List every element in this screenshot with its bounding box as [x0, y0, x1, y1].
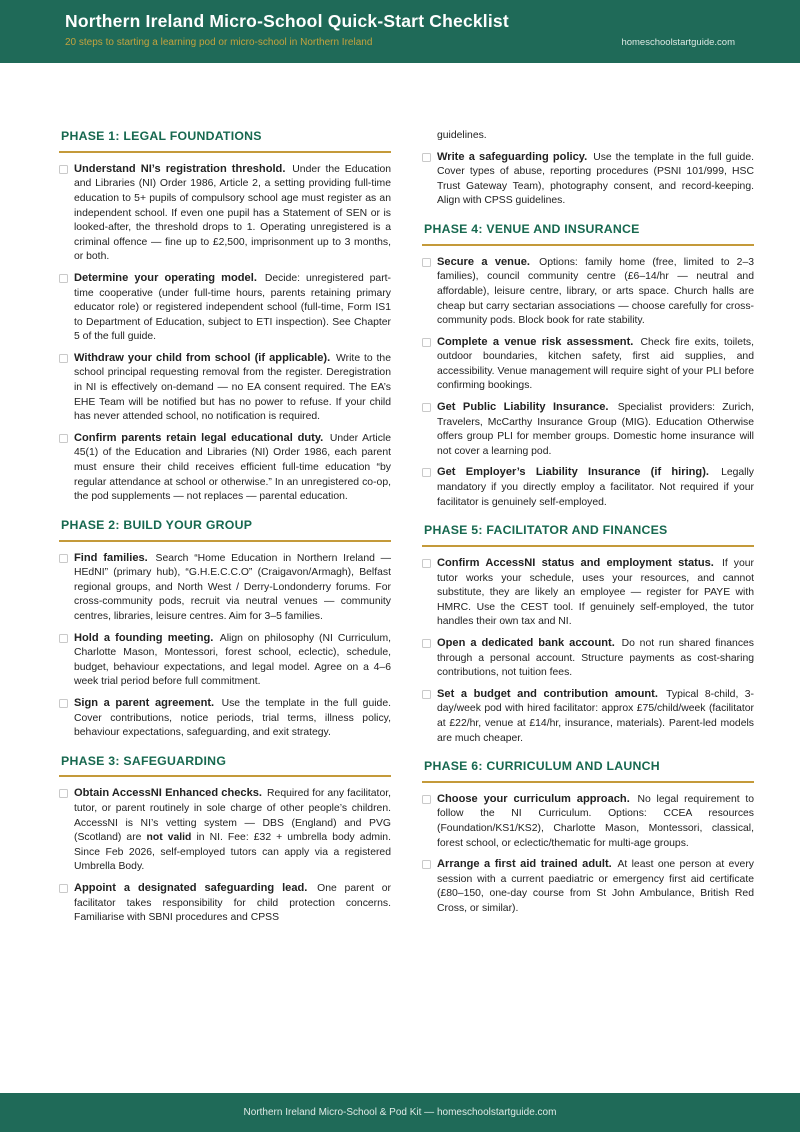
- phase-title: PHASE 1: LEGAL FOUNDATIONS: [61, 129, 262, 143]
- checkbox-icon[interactable]: [422, 860, 431, 869]
- checklist-item: [422, 636, 754, 681]
- item-text: guidelines.: [437, 130, 487, 141]
- column-right: [422, 129, 754, 1093]
- checkbox-icon[interactable]: [422, 690, 431, 699]
- item-text: Understand NI’s registration threshold. Under the Education and Libraries (NI) Order 1986, Article 2, a setting providing full-time education to 5+ pupils of compulsory school age must register as an independent school. If even one pupil has a Statement of SEN or is looked-after, the threshold drops to 1. Operating unregistered is a criminal offence — fine up to £2,500, imprisonment up to 3 months, or both.: [74, 162, 391, 263]
- header-subrow: [65, 37, 735, 48]
- item-text: Hold a founding meeting. Align on philosophy (NI Curriculum, Charlotte Mason, Montessori, forest school, eclectic), schedule, budget, behaviour expectations, and legal model. Agree on a 4–6 week trial period before full commitment.: [74, 631, 391, 688]
- checklist-item: [59, 162, 391, 265]
- item-text: Open a dedicated bank account. Do not run shared finances through a personal account. Structure payments as cost-sharing contributions, not tuition fees.: [437, 636, 754, 679]
- item-lead: Hold a founding meeting.: [74, 631, 214, 644]
- checklist-item: [59, 881, 391, 926]
- phase-title: PHASE 3: SAFEGUARDING: [61, 753, 227, 768]
- phase-title: PHASE 6: CURRICULUM AND LAUNCH: [424, 759, 660, 774]
- checklist-item: [59, 351, 391, 425]
- item-text: Confirm parents retain legal educational duty. Under Article 45(1) of the Education and Libraries (NI) Order 1986, each parent must ensure their child receives efficient full-time education “by regular attendance at school or otherwise.” In an unregistered co-op, the pod supplements — not replaces — parental education.: [74, 431, 391, 503]
- item-text: Arrange a first aid trained adult. At least one person at every session with a current paediatric or emergency first aid certificate (£80–150, one-day course from St John Ambulance, British Red Cross, or similar).: [437, 858, 754, 914]
- item-text: Get Employer’s Liability Insurance (if hiring). Legally mandatory if you directly employ a facilitator. Not required if your facilitator is genuinely self-employed.: [437, 466, 754, 508]
- item-text: Choose your curriculum approach. No legal requirement to follow the NI Curriculum. Options: CCEA resources (Foundation/KS1/KS2), Charlotte Mason, Montessori, classical, forest school, or eclectic/thematic for multi-age groups.: [437, 792, 754, 849]
- phase-section-heading: [422, 759, 754, 783]
- item-text: Obtain AccessNI Enhanced checks. Required for any facilitator, tutor, or parent routinely in sole charge of other people’s children. AccessNI is NI’s vetting system — DBS (England) and PVG (Scotland) are not valid in NI. Fee: £32 + umbrella body admin. Since Feb 2026, self-employed tutors can apply via a registered Umbrella Body.: [74, 787, 391, 873]
- phase-divider-rule: [422, 781, 754, 783]
- checkbox-icon[interactable]: [59, 554, 68, 563]
- item-text: Get Public Liability Insurance. Specialist providers: Zurich, Travelers, McCarthy Insurance Group (MIG). Education Otherwise offers group PLI for member groups. Domestic home insurance will not cover a learning pod.: [437, 401, 755, 457]
- item-text: Set a budget and contribution amount. Typical 8-child, 3-day/week pod with hired facilitator: approx £75/child/week (facilitator at £22/hr, venue at £14/hr, insurance, materials). Parent-led models are much cheaper.: [437, 687, 754, 744]
- checkbox-icon[interactable]: [59, 634, 68, 643]
- page-header: [0, 0, 800, 63]
- phase-section-heading: [59, 754, 391, 778]
- checklist-item: [422, 255, 754, 329]
- item-lead: Set a budget and contribution amount.: [437, 687, 658, 700]
- item-text-continuation: [422, 129, 754, 144]
- phase-divider-rule: [59, 151, 391, 153]
- checkbox-icon[interactable]: [59, 789, 68, 798]
- phase-divider-rule: [422, 244, 754, 246]
- checkbox-icon[interactable]: [59, 699, 68, 708]
- item-lead: Arrange a first aid trained adult.: [437, 858, 612, 871]
- checklist-item: [422, 687, 754, 746]
- page-subtitle: 20 steps to starting a learning pod or micro-school in Northern Ireland: [65, 37, 373, 49]
- item-text: Sign a parent agreement. Use the template in the full guide. Cover contributions, notice periods, trial terms, illness policy, behaviour expectations, safeguarding, and exit strategy.: [74, 696, 391, 739]
- item-text: Determine your operating model. Decide: unregistered part-time cooperative (under full-time hours, parents retaining primary educator role) or registered independent school (full-time, Form IS1 to Department of Education, subject to ETI inspection). See Chapter 5 of the full guide.: [74, 271, 392, 343]
- checklist-item: [422, 465, 754, 510]
- item-lead: Get Employer’s Liability Insurance (if hiring).: [437, 466, 709, 479]
- column-left: [59, 129, 391, 1093]
- page-title: Northern Ireland Micro-School Quick-Start Checklist: [65, 11, 509, 31]
- item-lead: Write a safeguarding policy.: [437, 150, 588, 163]
- checkbox-icon[interactable]: [59, 434, 68, 443]
- page-footer: [0, 1093, 800, 1132]
- checklist-item: [59, 551, 391, 625]
- item-lead: Appoint a designated safeguarding lead.: [74, 882, 308, 894]
- item-lead: Find families.: [74, 551, 148, 564]
- checkbox-icon[interactable]: [59, 165, 68, 174]
- checklist-item: [422, 150, 754, 209]
- checkbox-icon[interactable]: [422, 639, 431, 648]
- checkbox-icon[interactable]: [422, 338, 431, 347]
- phase-divider-rule: [59, 540, 391, 542]
- checklist-item: [59, 786, 391, 875]
- item-text: Secure a venue. Options: family home (free, limited to 2–3 families), council community centre (£6–14/hr — neutral and affordable), leisure centre, library, or arts space. Church halls are cheap but carry sectarian associations — choose carefully for cross-community pods. Block book for rate stability.: [437, 255, 755, 327]
- item-lead: Complete a venue risk assessment.: [437, 335, 634, 348]
- checkbox-icon[interactable]: [422, 153, 431, 162]
- phase-section-heading: [422, 523, 754, 547]
- item-text: Write a safeguarding policy. Use the template in the full guide. Cover types of abuse, reporting procedures (PSNI 101/999, HSC Trust Gateway Team), photography consent, and record-keeping. Align with CPSS guidelines.: [437, 150, 754, 207]
- item-lead: Secure a venue.: [437, 255, 530, 268]
- checkbox-icon[interactable]: [59, 354, 68, 363]
- phase-title: PHASE 5: FACILITATOR AND FINANCES: [424, 523, 668, 538]
- phase-section-heading: [59, 129, 391, 153]
- item-lead: Open a dedicated bank account.: [437, 636, 615, 649]
- item-text: Confirm AccessNI status and employment status. If your tutor works your schedule, uses your resources, and cannot substitute, they are likely an employee — register for PAYE with HMRC. Use the CEST tool. If genuinely self-employed, the tutor handles their own tax and NI.: [437, 556, 755, 628]
- checkbox-icon[interactable]: [422, 468, 431, 477]
- checkbox-icon[interactable]: [422, 258, 431, 267]
- checklist-item: [422, 400, 754, 459]
- checkbox-icon[interactable]: [422, 795, 431, 804]
- item-lead: Understand NI’s registration threshold.: [74, 162, 286, 175]
- phase-title: PHASE 4: VENUE AND INSURANCE: [424, 221, 640, 236]
- item-lead: Determine your operating model.: [74, 271, 257, 284]
- item-text: Find families. Search “Home Education in Northern Ireland — HEdNI” (primary hub), “G.H.E.C.C.O” (Craigavon/Armagh), Belfast regional groups, and North West / Derry-Londonderry forums. For cross-community pods, recruit via neutral venues — community centres, libraries, leisure centres. Aim for 3–5 families.: [74, 551, 392, 622]
- item-lead: Confirm parents retain legal educational duty.: [74, 431, 324, 444]
- checkbox-icon[interactable]: [59, 884, 68, 893]
- item-lead: Choose your curriculum approach.: [437, 792, 630, 805]
- item-lead: Sign a parent agreement.: [74, 696, 215, 709]
- checklist-item: [59, 631, 391, 690]
- item-lead: Obtain AccessNI Enhanced checks.: [74, 787, 263, 800]
- checklist-body: [0, 63, 800, 1093]
- phase-divider-rule: [422, 545, 754, 547]
- checklist-item: [59, 696, 391, 741]
- phase-section-heading: [59, 518, 391, 542]
- checkbox-icon[interactable]: [422, 403, 431, 412]
- checkbox-icon[interactable]: [59, 274, 68, 283]
- item-lead: Withdraw your child from school (if applicable).: [74, 351, 331, 364]
- checkbox-icon[interactable]: [422, 559, 431, 568]
- item-text: Complete a venue risk assessment. Check fire exits, toilets, outdoor boundaries, kitchen safety, first aid supplies, and accessibility. Venue management will require sight of your PLI before confirming bookings.: [437, 335, 754, 392]
- phase-divider-rule: [59, 775, 391, 777]
- checklist-item: [59, 271, 391, 345]
- item-text: Appoint a designated safeguarding lead. One parent or facilitator takes responsibility for child protection concerns. Familiarise with SBNI procedures and CPSS: [74, 882, 391, 924]
- phase-section-heading: [422, 222, 754, 246]
- checklist-item: [422, 335, 754, 394]
- item-lead: Get Public Liability Insurance.: [437, 401, 609, 414]
- checklist-item: [422, 792, 754, 851]
- footer-text: Northern Ireland Micro-School & Pod Kit — homeschoolstartguide.com: [243, 1107, 557, 1118]
- phase-title: PHASE 2: BUILD YOUR GROUP: [61, 517, 253, 532]
- site-name: homeschoolstartguide.com: [621, 37, 735, 49]
- item-lead: Confirm AccessNI status and employment status.: [437, 556, 714, 569]
- checklist-item: [422, 556, 754, 630]
- item-bold-text: not valid: [146, 832, 192, 844]
- item-text: Withdraw your child from school (if applicable). Write to the school principal requesting removal from the register. Deregistration in NI is effectively on-demand — no EA consent required. The EA’s EHE Team will be notified but has no power to refuse. If your child has never attended school, no notification is required.: [74, 351, 391, 423]
- checklist-item: [59, 431, 391, 505]
- checklist-item: [422, 857, 754, 916]
